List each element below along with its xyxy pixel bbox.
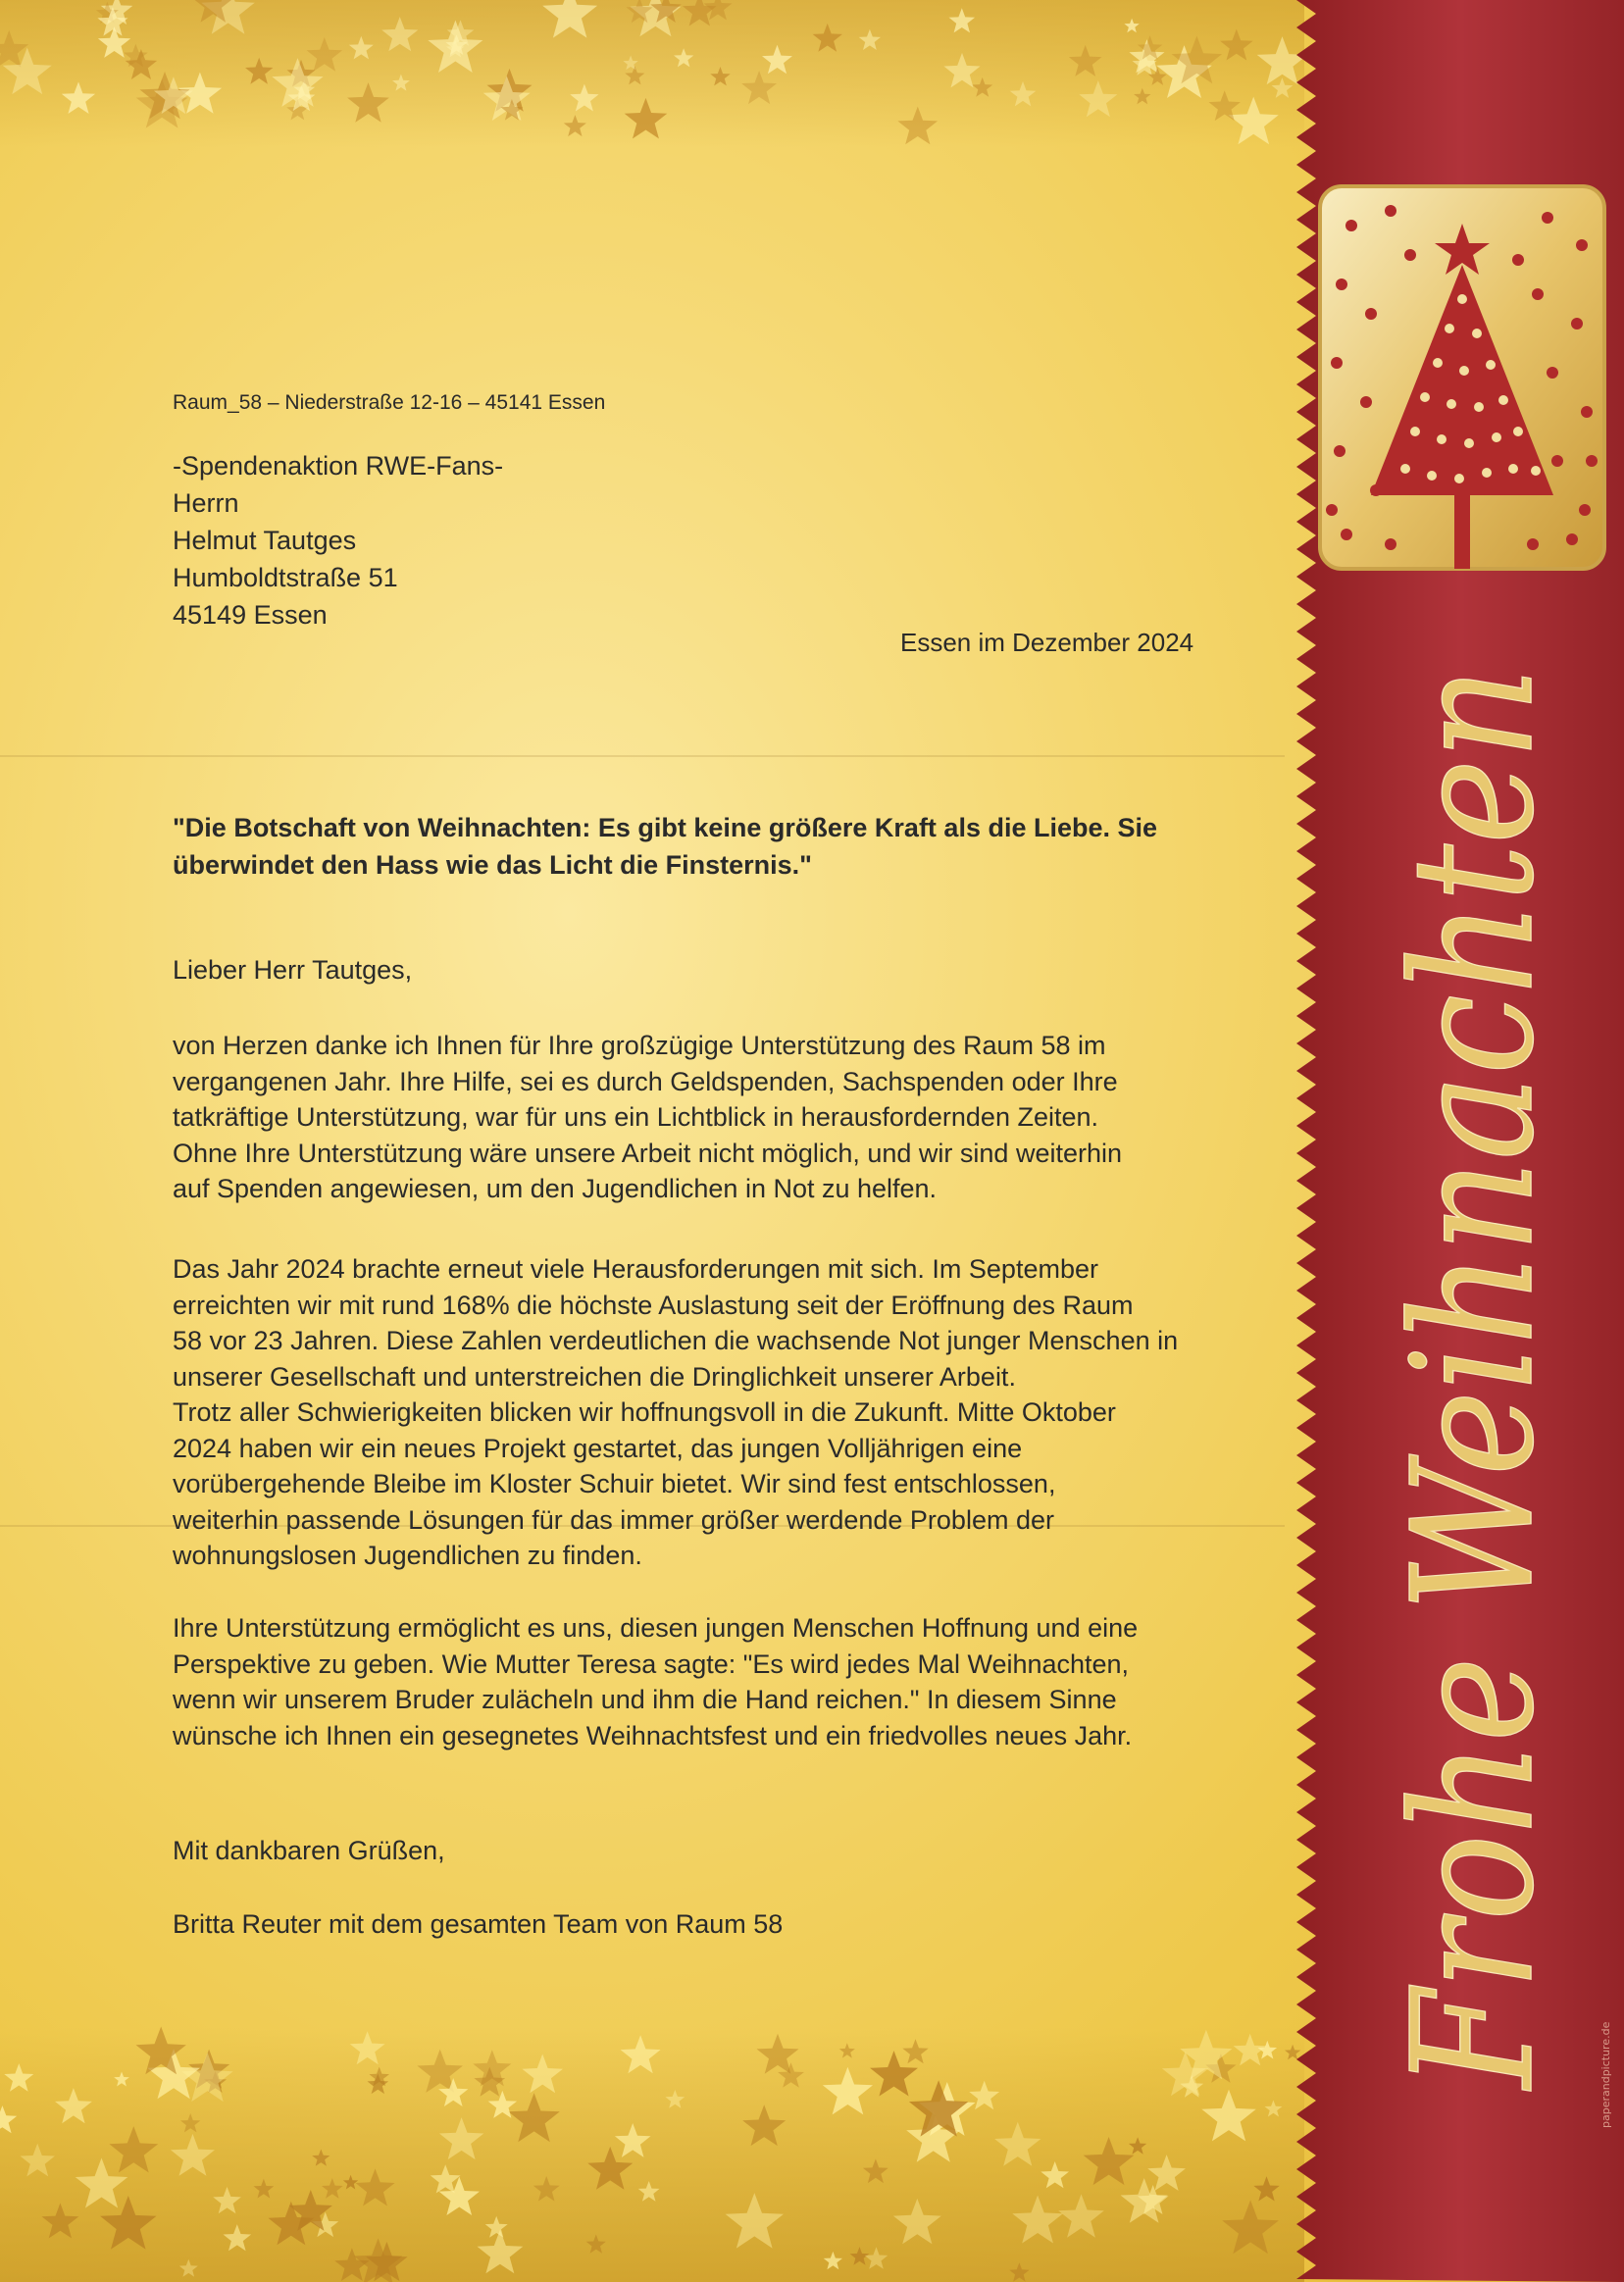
paragraph-thanks (173, 1028, 1251, 1207)
paragraph-line: unserer Gesellschaft und unterstreichen die Dringlichkeit unserer Arbeit. (173, 1361, 1016, 1392)
motto-quote (173, 809, 1212, 884)
paragraph-line: wohnungslosen Jugendlichen zu finden. (173, 1541, 642, 1570)
recipient-line: Helmut Tautges (173, 526, 357, 555)
paragraph-line: 2024 haben wir ein neues Projekt gestartet, das jungen Volljährigen eine (173, 1433, 1023, 1463)
salutation: Lieber Herr Tautges, (173, 955, 413, 985)
recipient-address (173, 447, 503, 634)
christmas-ribbon (1291, 0, 1624, 2282)
paragraph-line: tatkräftige Unterstützung, war für uns ein Lichtblick in herausfordernden Zeiten. (173, 1102, 1098, 1132)
paragraph-line: Perspektive zu geben. Wie Mutter Teresa sagte: "Es wird jedes Mal Weihnachten, (173, 1648, 1130, 1679)
recipient-line: Herrn (173, 488, 239, 518)
paragraph-line: auf Spenden angewiesen, um den Jugendlichen in Not zu helfen. (173, 1174, 938, 1203)
svg-text:Frohe Weihnachten: Frohe Weihnachten (1377, 436, 1571, 2089)
paragraph-line: 58 vor 23 Jahren. Diese Zahlen verdeutlichen die wachsende Not junger Menschen in (173, 1326, 1179, 1355)
motto-line: überwindet den Hass wie das Licht die Finsternis." (173, 850, 812, 880)
paragraph-line: vorübergehende Bleibe im Kloster Schuir bietet. Wir sind fest entschlossen, (173, 1469, 1056, 1498)
letter-date: Essen im Dezember 2024 (900, 628, 1194, 657)
sender-address-line: Raum_58 – Niederstraße 12-16 – 45141 Essen (173, 391, 606, 414)
recipient-line: Humboldtstraße 51 (173, 563, 398, 592)
recipient-line: -Spendenaktion RWE-Fans- (173, 451, 504, 481)
paragraph-line: weiterhin passende Lösungen für das immer größer werdende Problem der (173, 1504, 1054, 1535)
paragraph-line: vergangenen Jahr. Ihre Hilfe, sei es durch Geldspenden, Sachspenden oder Ihre (173, 1066, 1118, 1096)
paragraph-line: wünsche ich Ihnen ein gesegnetes Weihnachtsfest und ein friedvolles neues Jahr. (173, 1720, 1133, 1750)
copyright-note (1599, 2021, 1612, 2128)
paragraph-line: wenn wir unserem Bruder zulächeln und ihm die Hand reichen." In diesem Sinne (173, 1685, 1117, 1714)
paragraph-wishes (173, 1610, 1251, 1753)
paragraph-line: Das Jahr 2024 brachte erneut viele Herausforderungen mit sich. Im September (173, 1254, 1098, 1284)
christmas-tree-card (1320, 186, 1604, 569)
closing-phrase: Mit dankbaren Grüßen, (173, 1836, 445, 1865)
paragraph-line: Trotz aller Schwierigkeiten blicken wir hoffnungsvoll in die Zukunft. Mitte Oktober (173, 1397, 1116, 1427)
signature-line: Britta Reuter mit dem gesamten Team von Raum 58 (173, 1909, 784, 1939)
motto-line: "Die Botschaft von Weihnachten: Es gibt keine größere Kraft als die Liebe. Sie (173, 813, 1158, 842)
frohe-weihnachten-script (1377, 436, 1571, 2092)
paragraph-line: Ihre Unterstützung ermöglicht es uns, diesen jungen Menschen Hoffnung und eine (173, 1613, 1139, 1643)
paragraph-line: von Herzen danke ich Ihnen für Ihre großzügige Unterstützung des Raum 58 im (173, 1031, 1106, 1060)
svg-text:paperandpicture.de: paperandpicture.de (1599, 2021, 1612, 2128)
recipient-line: 45149 Essen (173, 600, 328, 630)
paragraph-line: erreichten wir mit rund 168% die höchste Auslastung seit der Eröffnung des Raum (173, 1290, 1134, 1320)
paragraph-year-review (173, 1251, 1251, 1574)
paragraph-line: Ohne Ihre Unterstützung wäre unsere Arbeit nicht möglich, und wir sind weiterhin (173, 1138, 1122, 1168)
